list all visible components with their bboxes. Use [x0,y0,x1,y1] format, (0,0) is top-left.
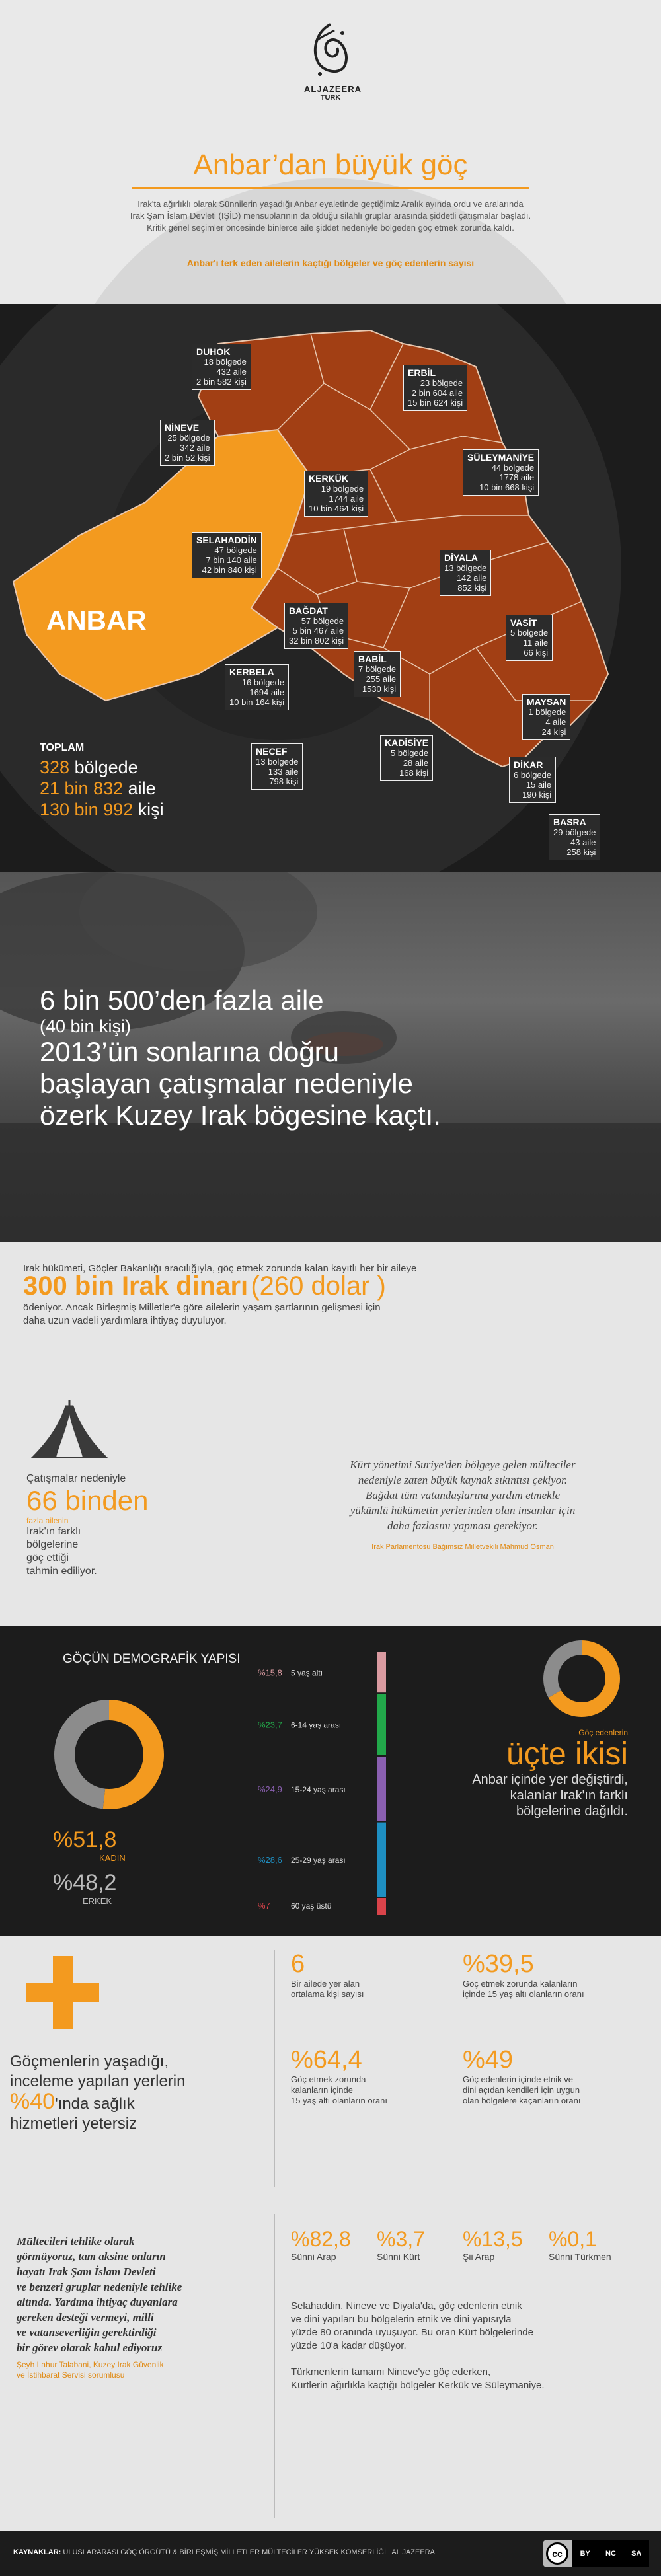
quote-line: ve vatanseverliğin gerektirdiği [17,2326,157,2339]
age-bar [377,1757,386,1821]
quote-line: Mültecileri tehlike olarak [17,2235,135,2248]
stat-ethnic-fit-line1: Göç edenlerin içinde etnik ve [463,2074,573,2084]
donut-hole [75,1720,143,1789]
demographics-section [0,1626,661,1936]
ethnic-pct: %3,7 [377,2227,425,2251]
male-pct: %48,2 [53,1870,117,1895]
ethnic-item [463,2227,523,2262]
age-category-label: 15-24 yaş arası [291,1784,346,1794]
ethnic-item [549,2227,611,2262]
region-stat: 133 aile [268,767,299,777]
stat-ethnic-fit-line2: dini açıdan kendileri için uygun [463,2085,580,2095]
region-name: SÜLEYMANİYE [467,452,535,463]
region-box-maysan [522,694,570,740]
donut-hole [558,1655,605,1702]
male-block [53,1870,116,1906]
region-box-basra [549,814,600,860]
quote-source-line1: Şeyh Lahur Talabani, Kuzey Irak Güvenlik [17,2360,164,2369]
region-stat: 44 bölgede [491,463,535,473]
stat-under15-a [463,1950,584,2000]
region-box-duhok [192,344,251,390]
region-box-selahaddi̇n [192,532,262,578]
age-category-label: 60 yaş üstü [291,1901,332,1911]
region-name: DUHOK [196,346,231,357]
ethnic-quote-section [0,2214,661,2531]
stat-ethnic-fit [463,2045,581,2106]
note-line: yüzde 10'a kadar düşüyor. [291,2340,407,2351]
region-box-di̇yala [440,550,491,596]
region-box-babi̇l [354,651,401,697]
region-stat: 432 aile [216,367,247,377]
stat-ethnic-fit-line3: olan bölgelere kaçanların oranı [463,2096,581,2105]
age-pct-label: %15,8 [258,1667,282,1678]
region-stat: 25 bölgede [167,433,210,443]
region-name: NİNEVE [165,422,200,433]
ethnic-pct: %13,5 [463,2227,523,2251]
footer-label: KAYNAKLAR: [13,2548,61,2556]
displacement-small: fazla ailenin [26,1516,69,1525]
ethnic-label: Sünni Türkmen [549,2252,611,2262]
age-category-label: 25-29 yaş arası [291,1855,346,1865]
region-stat: 2 bin 52 kişi [165,453,210,463]
region-box-kerkük [304,471,368,517]
region-stat: 2 bin 582 kişi [196,377,247,387]
female-pct: %51,8 [53,1827,117,1852]
footer-source-text: ULUSLARARASI GÖÇ ÖRGÜTÜ & BİRLEŞMİŞ MİLLETLER MÜLTECİLER YÜKSEK KOMSERLİĞİ | AL JAZEERA [63,2548,435,2556]
age-bar-chart [198,1652,390,1930]
logo-line1: ALJAZEERA [304,84,362,94]
stat-ethnic-fit-number: %49 [463,2046,514,2074]
region-name: BAĞDAT [289,605,328,616]
region-stat: 852 kişi [457,583,487,593]
region-stat: 13 bölgede [256,757,299,767]
two-thirds-block [397,1728,628,1819]
region-stat: 5 bölgede [391,748,429,758]
age-bar [377,1652,386,1692]
region-stat: 15 aile [525,780,552,790]
two-thirds-line1: Anbar içinde yer değiştirdi, [472,1772,628,1787]
footer-sources [13,2548,435,2556]
region-name: BASRA [553,817,586,827]
total-label: TOPLAM [40,742,85,753]
plus-icon [26,1956,99,2029]
stat-under15-b-line3: 15 yaş altı olanların oranı [291,2096,387,2105]
aljazeera-logo [304,21,362,102]
aljazeera-calligraphy-icon [304,21,357,81]
male-label: ERKEK [83,1896,112,1906]
cc-nc-icon: NC [605,2550,616,2557]
stat-under15-b [291,2045,387,2106]
total-block [40,742,164,820]
region-stat: 2 bin 604 aile [411,388,463,398]
quote-line: hayatı Irak Şam İslam Devleti [17,2265,156,2278]
region-box-kerbela [225,664,289,710]
cc-icon: cc [546,2542,568,2565]
health-block [10,2052,185,2134]
ethnic-label: Sünni Kürt [377,2252,420,2262]
female-label: KADIN [99,1853,126,1863]
total-regions-number: 328 [40,757,70,777]
stat-under15-a-line2: içinde 15 yaş altı olanların oranı [463,1989,584,1999]
health-line1: Göçmenlerin yaşadığı, [10,2053,169,2070]
region-stat: 190 kişi [522,790,552,800]
age-pct-label: %7 [258,1901,270,1911]
age-category-label: 6-14 yaş arası [291,1720,342,1730]
health-pct: %40 [10,2089,56,2114]
region-box-di̇kar [509,757,556,803]
aid-amount-usd: (260 dolar ) [251,1271,386,1301]
two-thirds-line3: bölgelerine dağıldı. [516,1804,628,1819]
quote-line: Kürt yönetimi Suriye'den bölgeye gelen mülteciler [350,1458,576,1471]
region-name: DİKAR [514,759,543,770]
region-box-ni̇neve [160,420,215,466]
quote-line: nedeniyle zaten büyük kaynak sıkıntısı çekiyor. [358,1474,568,1486]
intro-line: Irak'ta ağırlıklı olarak Sünnilerin yaşadığı Anbar eyaletinde geçtiğimiz Aralık ayında ordu ve aralarında [137,199,524,209]
total-people-number: 130 bin 992 [40,800,134,819]
aid-section [0,1242,661,1394]
region-stat: 10 bin 164 kişi [229,697,285,707]
region-stat: 4 aile [545,717,566,727]
anbar-label: ANBAR [46,605,147,636]
page-title: Anbar’dan büyük göç [193,149,468,181]
map-section [0,304,661,872]
region-stat: 7 bin 140 aile [206,555,257,565]
region-stat: 47 bölgede [214,545,257,555]
region-stat: 11 aile [523,638,549,648]
stats-divider [274,1950,275,2187]
cc-by-icon: BY [580,2550,590,2557]
region-name: SELAHADDİN [196,535,257,545]
quote-line: görmüyoruz, tam aksine onların [17,2250,166,2263]
flee-line2: (40 bin kişi) [40,1016,132,1036]
displacement-block [26,1472,149,1578]
displacement-line5: tahmin ediliyor. [26,1566,97,1577]
stat-household-line1: Bir ailede yer alan [291,1979,360,1989]
total-families-number: 21 bin 832 [40,778,124,798]
quote-talabani [17,2234,268,2380]
region-stat: 1694 aile [249,687,285,697]
region-stat: 15 bin 624 kişi [408,398,463,408]
region-name: NECEF [256,746,288,757]
cc-sa-icon: SA [631,2550,642,2557]
displacement-section [0,1394,661,1626]
stat-household [291,1950,364,2000]
region-box-süleymani̇ye [463,449,539,496]
stat-under15-a-number: %39,5 [463,1950,534,1978]
stat-under15-a-line1: Göç etmek zorunda kalanların [463,1979,578,1989]
age-pct-label: %23,7 [258,1720,282,1730]
region-stat: 1778 aile [499,473,535,482]
region-stat: 16 bölgede [241,677,285,687]
map-subtitle: Anbar'ı terk eden ailelerin kaçtığı bölgeler ve göç edenlerin sayısı [186,258,475,268]
ethnic-item [291,2227,351,2262]
creative-commons-badge[interactable] [543,2540,649,2567]
region-name: KADİSİYE [385,738,429,748]
aid-text [23,1262,631,1328]
female-block [53,1827,126,1863]
region-box-kadi̇si̇ye [380,735,433,781]
note-line: yüzde 80 oranında uyuşuyor. Bu oran Kürt bölgelerinde [291,2327,533,2338]
region-name: VASİT [510,617,537,628]
total-families-word: aile [128,778,156,798]
health-line2: inceleme yapılan yerlerin [10,2072,186,2090]
region-stat: 1530 kişi [362,684,397,694]
region-box-vasi̇t [506,615,553,661]
region-stat: 6 bölgede [514,770,552,780]
flee-line1: 6 bin 500’den fazla aile [40,985,324,1016]
region-stat: 258 kişi [566,847,596,857]
region-stat: 28 aile [403,758,429,768]
health-line3: 'ında sağlık [55,2095,135,2113]
region-stat: 10 bin 464 kişi [309,504,364,513]
region-stat: 18 bölgede [204,357,247,367]
region-name: ERBİL [408,367,436,378]
quote-line: Bağdat tüm vatandaşlarına yardım etmekle [366,1489,560,1501]
footer [0,2531,661,2576]
total-regions-word: bölgede [74,757,138,777]
region-stat: 19 bölgede [321,484,364,494]
title-underline [132,187,529,189]
region-stat: 255 aile [366,674,397,684]
region-stat: 42 bin 840 kişi [202,565,257,575]
note-line: Türkmenlerin tamamı Nineve'ye göç ederken, [291,2367,491,2378]
aid-amount: 300 bin Irak dinarı [23,1271,249,1301]
flee-headline [40,985,441,1131]
demo-title: GÖÇÜN DEMOGRAFİK YAPISI [63,1652,241,1666]
photo-section [0,872,661,1242]
ethnic-notes [291,2300,648,2392]
quote-line: ve benzeri gruplar nedeniyle tehlike [17,2281,182,2293]
region-name: DİYALA [444,552,478,563]
two-thirds-line2: kalanlar Irak'ın farklı [510,1788,628,1803]
displacement-line2: Irak'ın farklı [26,1526,81,1537]
aid-line3: daha uzun vadeli yardımlara ihtiyaç duyuluyor. [23,1315,227,1326]
ethnic-label: Sünni Arap [291,2252,336,2262]
flee-line5: özerk Kuzey Irak bögesine kaçtı. [40,1100,441,1131]
aid-line2: ödeniyor. Ancak Birleşmiş Milletler'e göre ailelerin yaşam şartlarının gelişmesi için [23,1302,381,1313]
tent-icon [26,1394,112,1467]
age-bar [377,1898,386,1915]
region-name: KERBELA [229,667,274,677]
note-line: Kürtlerin ağırlıkla kaçtığı bölgeler Kerkük ve Süleymaniye. [291,2380,545,2391]
region-stat: 29 bölgede [553,827,596,837]
displacement-line4: göç ettiği [26,1552,69,1564]
gender-donut-chart [53,1698,165,1811]
region-box-erbi̇l [403,365,467,411]
region-stat: 1 bölgede [528,707,566,717]
region-stat: 10 bin 668 kişi [479,482,535,492]
two-thirds-small: Göç edenlerin [578,1728,628,1737]
ethnic-item [377,2227,425,2262]
two-thirds-big: üçte ikisi [506,1737,628,1772]
quote-osman [291,1457,635,1555]
region-stat: 798 kişi [269,777,299,786]
region-stat: 142 aile [456,573,487,583]
region-box-necef [251,743,303,790]
region-stat: 66 kişi [524,648,549,658]
quote-line: bir görev olarak kabul ediyoruz [17,2341,163,2354]
region-stat: 7 bölgede [358,664,397,674]
ethnic-pct: %82,8 [291,2227,351,2251]
region-stat: 32 bin 802 kişi [289,636,344,646]
region-stat: 1744 aile [329,494,364,504]
ethnic-label: Şii Arap [463,2252,495,2262]
displacement-line3: bölgelerine [26,1539,79,1550]
region-stat: 5 bin 467 aile [292,626,344,636]
region-name: BABİL [358,654,387,664]
age-bar [377,1823,386,1897]
age-pct-label: %28,6 [258,1854,282,1865]
total-people-word: kişi [137,800,164,819]
stat-under15-b-line1: Göç etmek zorunda [291,2074,366,2084]
region-name: KERKÜK [309,473,348,484]
region-stat: 5 bölgede [510,628,549,638]
region-stat: 23 bölgede [420,378,463,388]
age-bar [377,1694,386,1755]
quote-line: gereken desteği vermeyi, milli [17,2311,154,2324]
region-name: MAYSAN [527,697,566,707]
logo-line2: TURK [320,94,341,102]
quote-line: yükümlü hükümetin yerlerinden olan insanlar için [350,1504,576,1517]
quote-line: altında. Yardıma ihtiyaç duyanlara [17,2296,178,2308]
health-line4: hizmetleri yetersiz [10,2115,137,2133]
region-stat: 342 aile [180,443,210,453]
stat-under15-b-number: %64,4 [291,2046,362,2074]
stat-under15-b-line2: kalanların içinde [291,2085,353,2095]
health-section [0,1936,661,2214]
age-pct-label: %24,9 [258,1784,282,1794]
intro-line: Irak Şam İslam Devleti (IŞİD) mensuplarının da olduğu silahlı gruplar arasında şiddetli çatışmalar başladı. [130,211,531,221]
age-category-label: 5 yaş altı [291,1668,323,1678]
displacement-number: 66 binden [26,1485,149,1516]
note-line: ve dini yapıları bu bölgelerin etnik ve dini yapısıyla [291,2314,512,2325]
region-stat: 57 bölgede [301,616,344,626]
ethnic-pct: %0,1 [549,2227,597,2251]
displacement-line1: Çatışmalar nedeniyle [26,1473,126,1484]
intro-line: Kritik genel seçimler öncesinde binlerce aile şiddet nedeniyle bölgeden göç etmek zorunda kaldı. [147,223,514,233]
quote-source: Irak Parlamentosu Bağımsız Milletvekili Mahmud Osman [371,1543,554,1551]
quote-source-line2: ve İstihbarat Servisi sorumlusu [17,2370,125,2380]
region-box-bağdat [284,603,348,649]
quote-divider [274,2214,275,2518]
flee-line3: 2013’ün sonlarına doğru [40,1036,340,1067]
region-stat: 24 kişi [541,727,566,737]
stat-household-number: 6 [291,1950,305,1978]
region-stat: 13 bölgede [444,563,487,573]
quote-line: daha fazlasını yapması gerekiyor. [387,1519,538,1532]
region-stat: 168 kişi [399,768,429,778]
flee-line4: başlayan çatışmalar nedeniyle [40,1068,413,1099]
aid-line1: Irak hükümeti, Göçler Bakanlığı aracılığıyla, göç etmek zorunda kalan kayıtlı her bir aileye [23,1263,417,1274]
note-line: Selahaddin, Nineve ve Diyala'da, göç edenlerin etnik [291,2300,522,2312]
stat-household-line2: ortalama kişi sayısı [291,1989,364,1999]
region-stat: 43 aile [570,837,596,847]
intro-text [66,198,595,234]
two-thirds-donut-chart [542,1639,621,1718]
